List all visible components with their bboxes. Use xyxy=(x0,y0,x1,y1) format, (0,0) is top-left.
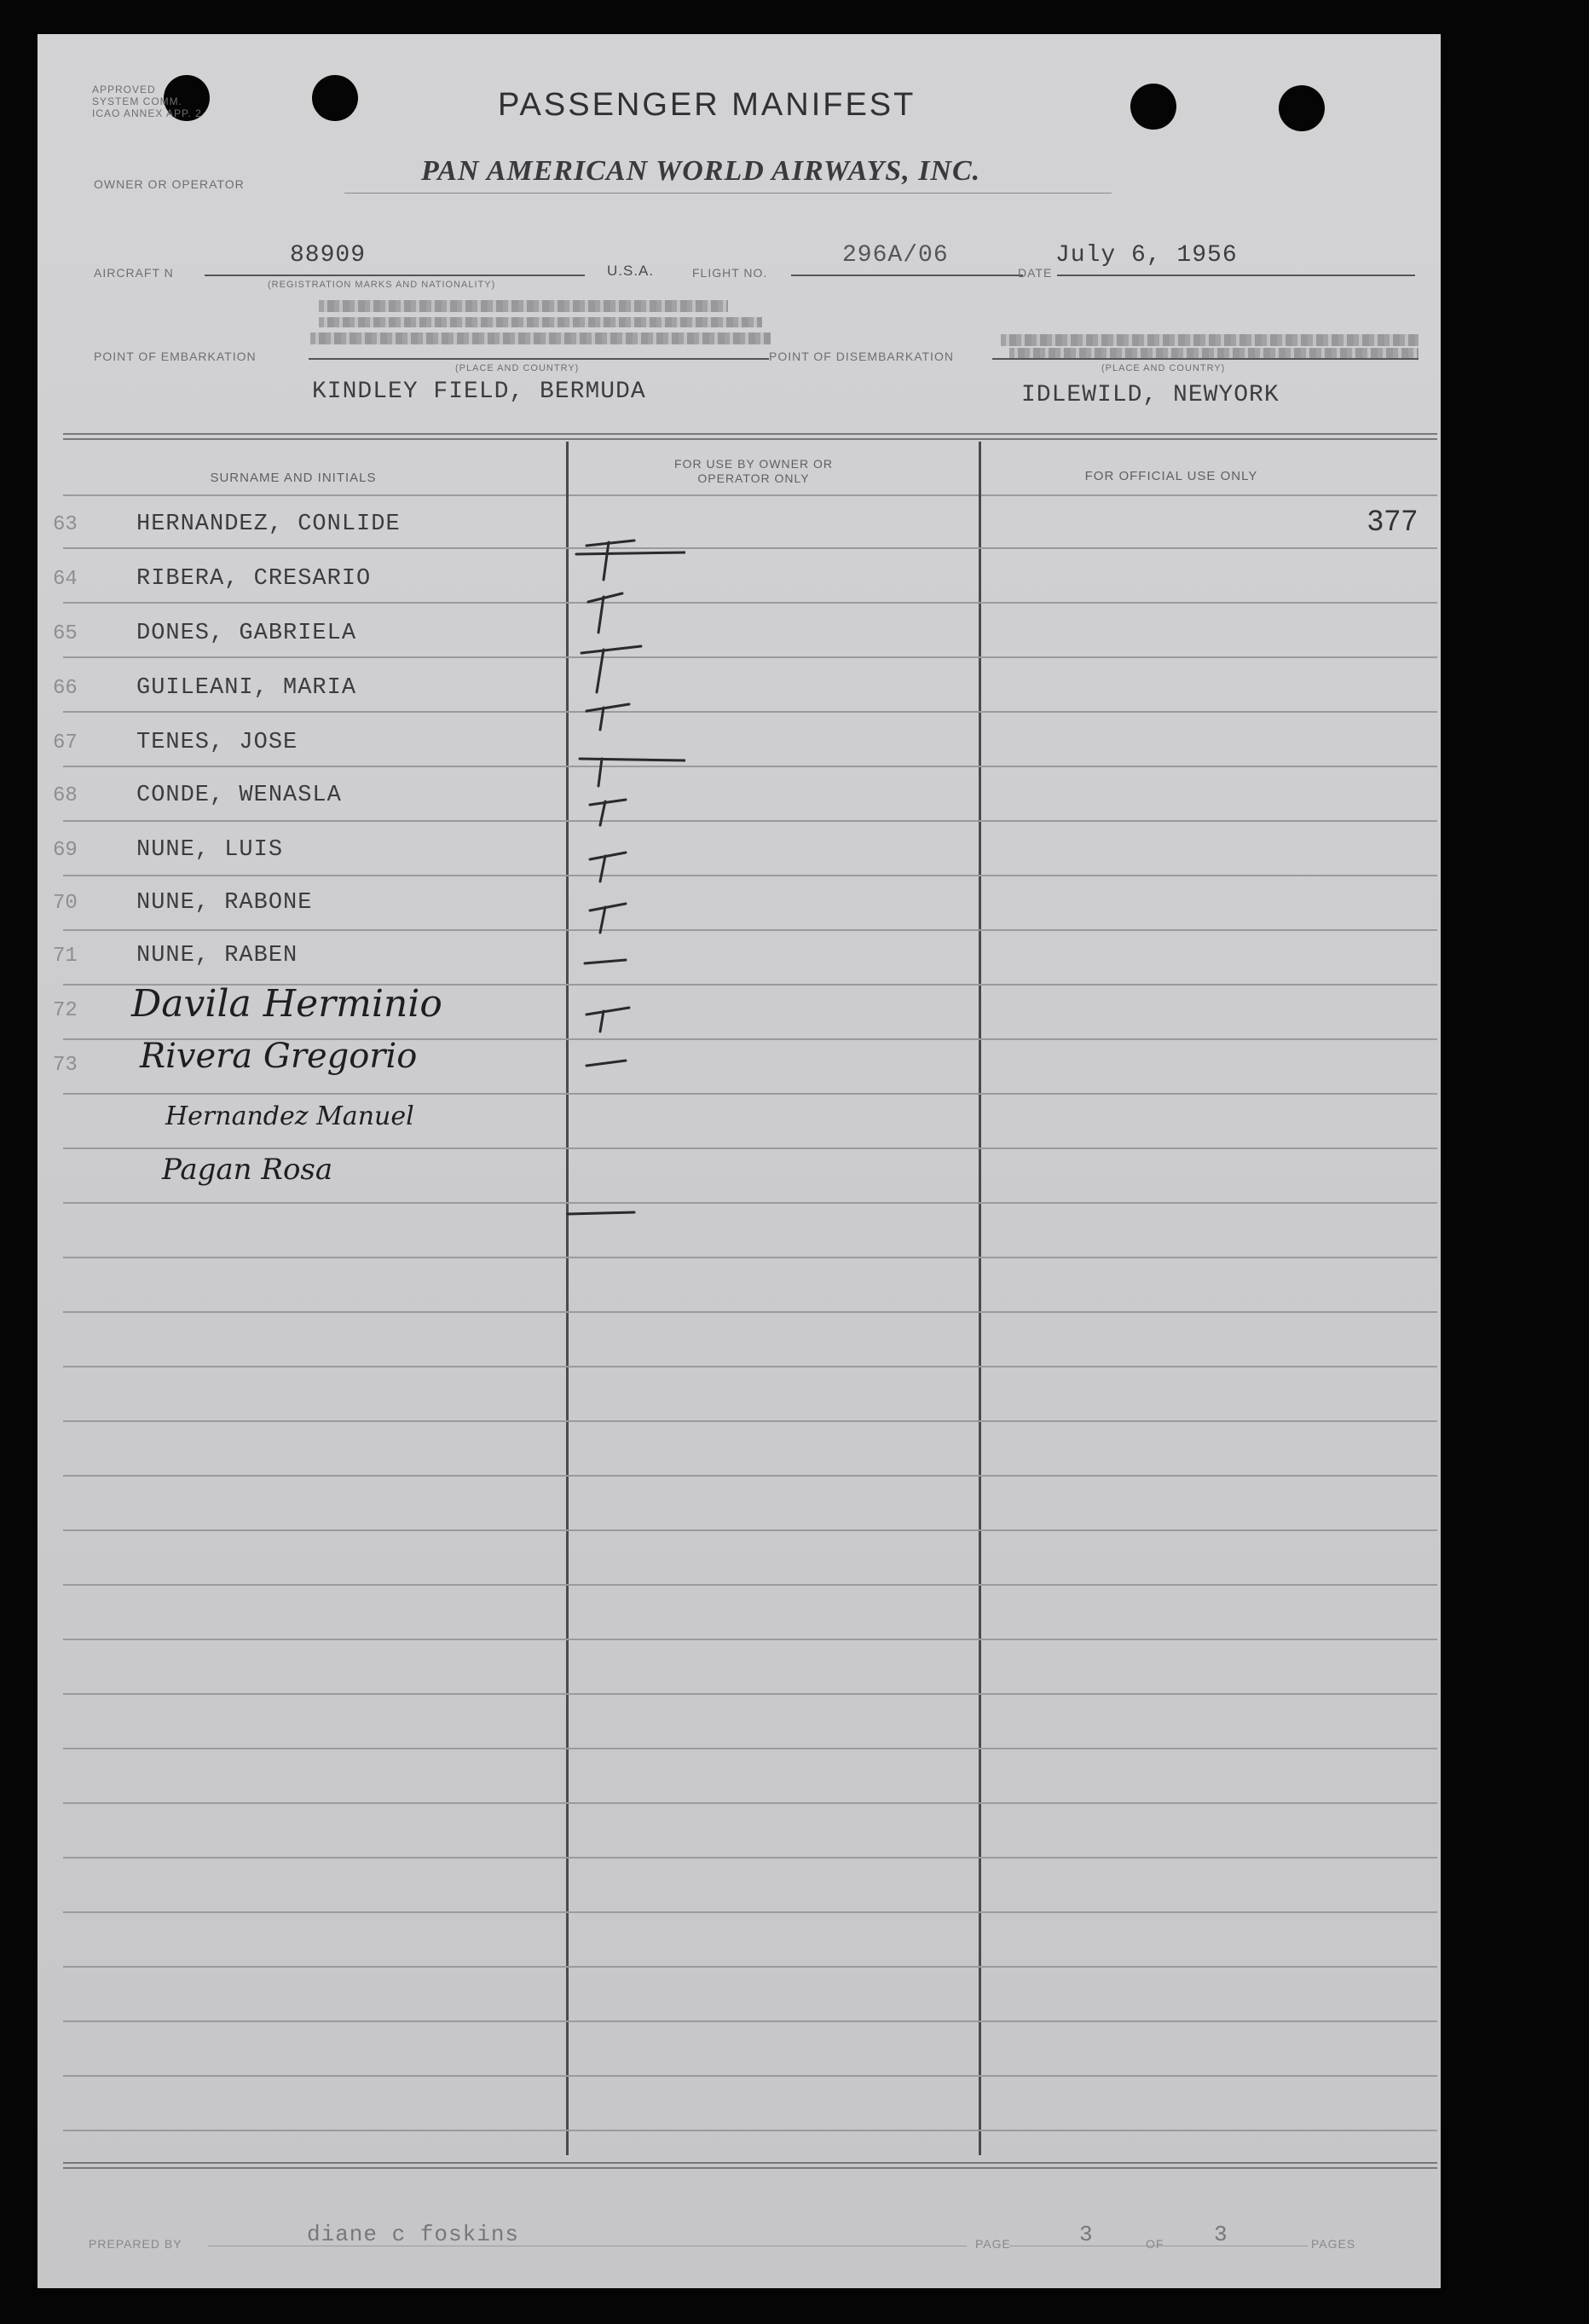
row-number: 68 xyxy=(53,784,78,807)
row-rule xyxy=(63,656,1437,658)
pages-label: PAGES xyxy=(1311,2237,1356,2251)
page-label: PAGE xyxy=(975,2237,1011,2251)
embarkation-sub-label: (PLACE AND COUNTRY) xyxy=(455,363,580,373)
row-number: 65 xyxy=(53,622,78,645)
redacted-disembarkation xyxy=(1009,348,1419,358)
row-rule xyxy=(63,1366,1437,1367)
punch-hole xyxy=(1279,85,1325,131)
column-divider xyxy=(979,442,981,2155)
of-label: OF xyxy=(1146,2237,1164,2251)
row-rule xyxy=(63,1966,1437,1968)
row-rule xyxy=(63,547,1437,549)
row-rule xyxy=(63,1529,1437,1531)
row-rule xyxy=(63,766,1437,767)
row-rule xyxy=(63,1257,1437,1258)
row-rule xyxy=(63,2130,1437,2131)
punch-hole xyxy=(1130,84,1176,130)
passenger-name: GUILEANI, MARIA xyxy=(136,675,357,701)
usa-label: U.S.A. xyxy=(607,263,655,279)
row-number: 66 xyxy=(53,677,78,700)
row-rule xyxy=(63,1475,1437,1477)
manifest-sheet xyxy=(38,34,1441,2288)
passenger-name: NUNE, RABONE xyxy=(136,890,313,916)
row-rule xyxy=(63,1093,1437,1095)
row-rule xyxy=(63,1639,1437,1640)
date-value: July 6, 1956 xyxy=(1055,242,1238,269)
row-rule xyxy=(63,2020,1437,2022)
passenger-name: RIBERA, CRESARIO xyxy=(136,566,372,592)
official-note: 377 xyxy=(1367,505,1419,537)
redacted-embarkation xyxy=(319,317,762,327)
row-rule xyxy=(63,1148,1437,1149)
table-top-rule xyxy=(63,433,1437,440)
owner-label: OWNER OR OPERATOR xyxy=(94,177,245,191)
redacted-disembarkation xyxy=(1001,334,1419,346)
passenger-name: TENES, JOSE xyxy=(136,730,298,755)
aircraft-sub-label: (REGISTRATION MARKS AND NATIONALITY) xyxy=(268,280,496,290)
row-number: 73 xyxy=(53,1054,78,1077)
check-marks xyxy=(515,529,685,1245)
aircraft-label: AIRCRAFT N xyxy=(94,266,174,280)
passenger-name: CONDE, WENASLA xyxy=(136,783,342,808)
header-rule xyxy=(63,494,1437,496)
row-rule xyxy=(63,1802,1437,1804)
row-rule xyxy=(63,1911,1437,1913)
row-rule xyxy=(63,1857,1437,1859)
redacted-embarkation xyxy=(319,300,728,312)
manifest-title: PASSENGER MANIFEST xyxy=(498,87,916,123)
row-rule xyxy=(63,1584,1437,1586)
disembarkation-value: IDLEWILD, NEWYORK xyxy=(1021,382,1280,408)
flight-value: 296A/06 xyxy=(842,242,949,269)
disembarkation-sub-label: (PLACE AND COUNTRY) xyxy=(1101,363,1226,373)
embarkation-value: KINDLEY FIELD, BERMUDA xyxy=(312,379,646,405)
embarkation-underline xyxy=(309,358,769,360)
handwritten-name: Hernandez Manuel xyxy=(165,1101,414,1131)
row-rule xyxy=(63,1311,1437,1313)
row-rule xyxy=(63,875,1437,876)
row-number: 67 xyxy=(53,731,78,754)
passenger-name: HERNANDEZ, CONLIDE xyxy=(136,512,401,537)
approval-line-2: SYSTEM COMM. xyxy=(92,95,183,107)
approval-line-3: ICAO ANNEX APP. 2 xyxy=(92,107,202,119)
col-surname-header: SURNAME AND INITIALS xyxy=(210,471,377,485)
row-rule xyxy=(63,1748,1437,1749)
carrier-name: PAN AMERICAN WORLD AIRWAYS, INC. xyxy=(421,155,981,187)
row-number: 69 xyxy=(53,839,78,862)
col-owner-header: FOR USE BY OWNER OR OPERATOR ONLY xyxy=(674,457,833,485)
passenger-name: NUNE, RABEN xyxy=(136,943,298,968)
handwritten-name: Davila Herminio xyxy=(131,982,442,1026)
embarkation-label: POINT OF EMBARKATION xyxy=(94,350,257,363)
row-rule xyxy=(63,820,1437,822)
col-official-header: FOR OFFICIAL USE ONLY xyxy=(1084,469,1258,483)
row-rule xyxy=(63,711,1437,713)
row-number: 71 xyxy=(53,945,78,968)
row-rule xyxy=(63,2075,1437,2077)
row-number: 63 xyxy=(53,513,78,536)
disembarkation-label: POINT OF DISEMBARKATION xyxy=(769,350,954,363)
row-number: 70 xyxy=(53,892,78,915)
prepared-by-label: PREPARED BY xyxy=(89,2237,182,2251)
approval-line-1: APPROVED xyxy=(92,84,156,95)
disembarkation-underline xyxy=(992,358,1419,360)
of-value: 3 xyxy=(1214,2222,1228,2247)
date-underline xyxy=(1057,275,1415,276)
redacted-embarkation xyxy=(310,332,771,344)
flight-underline xyxy=(791,275,1023,276)
carrier-underline xyxy=(344,193,1112,194)
handwritten-name: Rivera Gregorio xyxy=(140,1037,418,1076)
row-rule xyxy=(63,1693,1437,1695)
row-number: 72 xyxy=(53,999,78,1022)
punch-hole xyxy=(312,75,358,121)
date-label: DATE xyxy=(1018,266,1053,280)
aircraft-value: 88909 xyxy=(290,242,367,269)
passenger-name: NUNE, LUIS xyxy=(136,837,284,863)
row-number: 64 xyxy=(53,568,78,591)
row-rule xyxy=(63,929,1437,931)
prepared-by-value: diane c foskins xyxy=(307,2222,520,2247)
page-value: 3 xyxy=(1079,2222,1094,2247)
row-rule xyxy=(63,602,1437,604)
handwritten-name: Pagan Rosa xyxy=(162,1153,333,1187)
aircraft-underline xyxy=(205,275,585,276)
table-bottom-rule xyxy=(63,2162,1437,2169)
row-rule xyxy=(63,1420,1437,1422)
flight-label: FLIGHT NO. xyxy=(692,266,768,280)
passenger-name: DONES, GABRIELA xyxy=(136,621,357,646)
row-rule xyxy=(63,1202,1437,1204)
